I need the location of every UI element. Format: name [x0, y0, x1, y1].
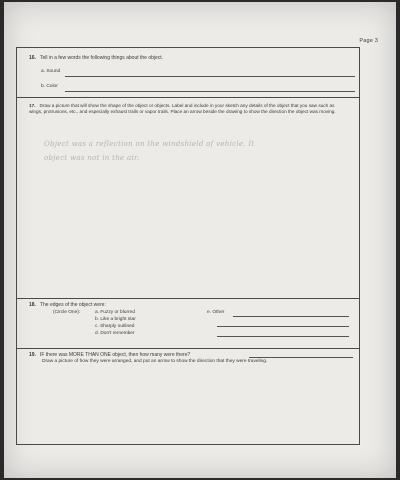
handwritten-answer-line-2: object was not in the air. — [44, 154, 140, 162]
option-bright-star[interactable]: b. Like a bright star — [95, 317, 136, 322]
question-18 — [17, 298, 359, 348]
option-dont-remember[interactable]: d. Don't remember — [95, 331, 135, 336]
color-label: b. Color — [41, 84, 58, 89]
question-19-prompt-line-2: Draw a picture of how they were arranged, and put an arrow to show the direction that they were traveling. — [42, 359, 268, 364]
option-fuzzy[interactable]: a. Fuzzy or blurred — [95, 310, 135, 315]
question-17-prompt: 17. Draw a picture that will show the shape of the object or objects. Label and include in your sketch any details of the object that you saw such as wings, protrusions, etc., and especially exhaust trails or vapor trails. Place an arrow beside the drawing to show the direction the object was moving. — [29, 103, 336, 115]
form-frame — [16, 47, 360, 445]
question-19-prompt-line-1: 19. IF there was MORE THAN ONE object, then how many were there? — [29, 352, 191, 358]
question-16-prompt: 16. Tell in a few words the following things about the object. — [29, 55, 164, 61]
other-answer-line-1[interactable] — [233, 316, 349, 317]
sound-label: a. Sound — [41, 69, 61, 74]
option-other[interactable]: e. Other — [207, 310, 225, 315]
other-answer-line-3[interactable] — [217, 336, 349, 337]
question-17 — [17, 97, 359, 298]
other-answer-line-2[interactable] — [217, 326, 349, 327]
form-page — [4, 2, 396, 478]
object-count-line[interactable] — [249, 357, 353, 358]
handwritten-answer-line-1: Object was a reflection on the windshield of vehicle. It — [44, 140, 255, 148]
question-16 — [17, 48, 359, 97]
sound-answer-line[interactable] — [65, 76, 355, 77]
circle-one-label: (Circle One): — [53, 310, 81, 315]
question-18-prompt: 18. The edges of the object were: — [29, 302, 106, 308]
page-number: Page 3 — [359, 38, 378, 44]
question-19 — [17, 348, 359, 444]
color-answer-line[interactable] — [65, 91, 355, 92]
option-sharply-outlined[interactable]: c. Sharply outlined — [95, 324, 135, 329]
